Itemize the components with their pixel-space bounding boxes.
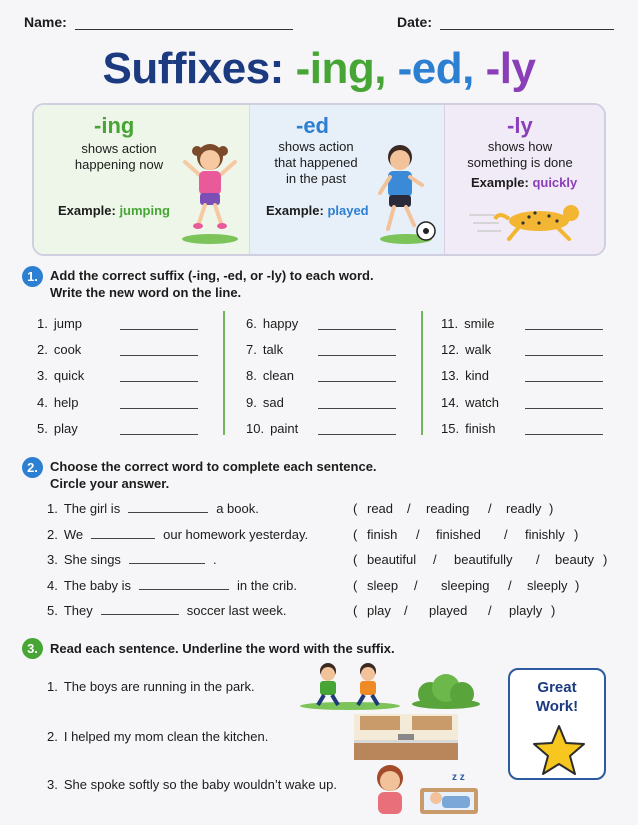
sentence <box>47 552 217 567</box>
word-text: quick <box>53 368 85 383</box>
paren-open: ( <box>353 527 358 542</box>
underline-sentence[interactable] <box>47 679 255 694</box>
great-work-line2: Work! <box>535 698 579 715</box>
paren-close: ) <box>574 527 579 542</box>
ed-desc-line1: shows action <box>278 139 354 154</box>
answer-blank[interactable] <box>318 344 396 356</box>
word-item <box>246 316 436 334</box>
ing-desc-line2: happening now <box>74 157 164 172</box>
word-number: 2. <box>37 342 48 357</box>
title-ing: -ing, <box>295 44 386 93</box>
sentence-number: 4. <box>47 578 58 593</box>
ly-desc-line1: shows how <box>487 139 553 154</box>
answer-blank[interactable] <box>525 423 603 435</box>
option-separator: / <box>407 501 411 516</box>
suffix-panel <box>32 103 606 256</box>
sentence-after: our homework yesterday. <box>163 527 309 542</box>
option-separator: / <box>536 552 540 567</box>
word-text: play <box>53 421 78 436</box>
ly-desc-line2: something is done <box>467 155 573 170</box>
name-label: Name: <box>24 14 67 30</box>
word-item <box>441 342 631 360</box>
sentence-number: 2. <box>47 527 58 542</box>
answer-blank[interactable] <box>120 318 198 330</box>
section1-line2: Write the new word on the line. <box>50 285 242 300</box>
sentence-blank[interactable] <box>101 603 179 615</box>
word-item <box>441 368 631 386</box>
title-main: Suffixes: <box>102 44 284 93</box>
word-item <box>37 395 227 413</box>
date-line[interactable] <box>440 16 614 30</box>
great-work-text <box>510 678 604 716</box>
word-number: 1. <box>37 316 48 331</box>
name-line[interactable] <box>75 16 293 30</box>
word-item <box>246 395 436 413</box>
answer-blank[interactable] <box>318 318 396 330</box>
sentence-number: 1. <box>47 679 58 694</box>
word-item <box>37 342 227 360</box>
sentence-before: The girl is <box>63 501 121 516</box>
answer-blank[interactable] <box>525 318 603 330</box>
ly-example-label: Example: <box>471 175 529 190</box>
word-text: walk <box>465 342 492 357</box>
word-item <box>441 395 631 413</box>
underline-sentence[interactable] <box>47 777 337 792</box>
option-word[interactable]: beautifully <box>454 552 513 567</box>
running-cheetah-illustration <box>469 197 589 247</box>
word-text: help <box>53 395 79 410</box>
paren-open: ( <box>353 501 358 516</box>
answer-blank[interactable] <box>525 370 603 382</box>
ing-example-word: jumping <box>119 203 170 218</box>
option-word[interactable]: beauty <box>555 552 595 567</box>
sentence-after: . <box>212 552 217 567</box>
ed-suffix: -ed <box>296 113 329 138</box>
sentence <box>47 603 286 618</box>
sentence-after: soccer last week. <box>186 603 287 618</box>
word-text: talk <box>262 342 284 357</box>
soccer-boy-illustration <box>376 137 440 245</box>
paren-close: ) <box>575 578 580 593</box>
ly-description <box>465 139 575 171</box>
answer-blank[interactable] <box>525 344 603 356</box>
answer-blank[interactable] <box>318 370 396 382</box>
word-text: cook <box>53 342 82 357</box>
paren-open: ( <box>353 552 358 567</box>
answer-blank[interactable] <box>318 423 396 435</box>
page-title <box>0 44 638 94</box>
section1-instructions <box>50 267 374 301</box>
option-word[interactable]: reading <box>426 501 470 516</box>
name-field <box>24 14 293 30</box>
ly-example <box>471 175 577 190</box>
word-text: watch <box>465 395 500 410</box>
option-separator: / <box>404 603 408 618</box>
star-icon <box>532 724 586 776</box>
word-item <box>246 342 436 360</box>
word-text: paint <box>270 421 299 436</box>
option-word[interactable]: read <box>367 501 394 516</box>
option-word[interactable]: playly <box>509 603 543 618</box>
option-separator: / <box>508 578 512 593</box>
sentence-number: 5. <box>47 603 58 618</box>
word-number: 11. <box>441 316 459 331</box>
word-number: 15. <box>441 421 460 436</box>
word-text: sad <box>262 395 284 410</box>
option-word[interactable]: finished <box>436 527 481 542</box>
ing-example-label: Example: <box>58 203 116 218</box>
option-word[interactable]: beautiful <box>367 552 417 567</box>
great-work-badge <box>508 668 606 780</box>
jumping-girl-illustration <box>177 137 243 245</box>
ed-example-label: Example: <box>266 203 324 218</box>
ed-desc-line2: that happened <box>274 155 358 170</box>
sentence-blank[interactable] <box>128 501 208 513</box>
sentence <box>47 527 308 542</box>
option-separator: / <box>488 603 492 618</box>
sentence-before: We <box>63 527 84 542</box>
sentence-blank[interactable] <box>91 527 155 539</box>
option-word[interactable]: finishly <box>525 527 565 542</box>
word-item <box>37 368 227 386</box>
sentence-before: They <box>63 603 93 618</box>
title-ed: -ed, <box>397 44 474 93</box>
sentence-after: a book. <box>216 501 259 516</box>
paren-close: ) <box>551 603 556 618</box>
word-item <box>441 316 631 334</box>
kitchen-illustration <box>354 714 458 760</box>
date-label: Date: <box>397 14 433 30</box>
sentence <box>47 501 259 516</box>
option-separator: / <box>416 527 420 542</box>
mom-baby-sleeping-illustration <box>372 764 482 816</box>
word-number: 12. <box>441 342 460 357</box>
section3-number: 3. <box>22 638 43 659</box>
great-work-line1: Great <box>537 679 577 696</box>
word-text: jump <box>53 316 83 331</box>
word-text: smile <box>464 316 495 331</box>
boys-running-park-illustration <box>298 662 480 710</box>
ly-column <box>444 105 604 254</box>
word-text: happy <box>262 316 299 331</box>
section2-instructions <box>50 458 377 492</box>
sentence-blank[interactable] <box>139 578 229 590</box>
option-separator: / <box>414 578 418 593</box>
answer-blank[interactable] <box>120 423 198 435</box>
word-number: 14. <box>441 395 460 410</box>
sentence-text[interactable]: She spoke softly so the baby wouldn’t wake up. <box>63 777 338 792</box>
section2-line1: Choose the correct word to complete each sentence. <box>50 459 377 474</box>
sentence-number: 2. <box>47 729 58 744</box>
section1-line1: Add the correct suffix (-ing, -ed, or -ly) to each word. <box>50 268 374 283</box>
sentence-before: She sings <box>63 552 121 567</box>
paren-open: ( <box>353 578 358 593</box>
option-word[interactable]: readly <box>506 501 542 516</box>
ly-example-word: quickly <box>532 175 578 190</box>
sentence-number: 1. <box>47 501 58 516</box>
option-word[interactable]: play <box>367 603 391 618</box>
sentence-before: The baby is <box>63 578 132 593</box>
word-item <box>441 421 631 439</box>
word-text: clean <box>262 368 294 383</box>
ed-description <box>266 139 366 187</box>
answer-blank[interactable] <box>120 397 198 409</box>
word-number: 10. <box>246 421 265 436</box>
sentence-blank[interactable] <box>129 552 205 564</box>
word-item <box>37 421 227 439</box>
section3-instructions: Read each sentence. Underline the word with the suffix. <box>50 641 395 656</box>
word-text: finish <box>465 421 496 436</box>
word-number: 5. <box>37 421 48 436</box>
option-word[interactable]: played <box>429 603 468 618</box>
option-separator: / <box>433 552 437 567</box>
answer-blank[interactable] <box>525 397 603 409</box>
answer-blank[interactable] <box>120 370 198 382</box>
paren-close: ) <box>549 501 554 516</box>
ed-example-word: played <box>327 203 369 218</box>
sentence <box>47 578 297 593</box>
svg-text:z z: z z <box>452 772 465 783</box>
option-separator: / <box>488 501 492 516</box>
ing-suffix: -ing <box>94 113 135 138</box>
section2-number: 2. <box>22 457 43 478</box>
column-divider <box>223 311 225 435</box>
word-item <box>37 316 227 334</box>
paren-open: ( <box>353 603 358 618</box>
sentence-text[interactable]: I helped my mom clean the kitchen. <box>63 729 269 744</box>
sentence-number: 3. <box>47 552 58 567</box>
paren-close: ) <box>603 552 608 567</box>
word-number: 7. <box>246 342 257 357</box>
sentence-number: 3. <box>47 777 58 792</box>
sentence-text[interactable]: The boys are running in the park. <box>63 679 255 694</box>
section1-number: 1. <box>22 266 43 287</box>
section2-line2: Circle your answer. <box>50 476 170 491</box>
word-number: 4. <box>37 395 48 410</box>
ing-example <box>58 203 170 218</box>
word-item <box>246 421 436 439</box>
option-word[interactable]: finish <box>367 527 398 542</box>
answer-blank[interactable] <box>120 344 198 356</box>
option-word[interactable]: sleep <box>367 578 399 593</box>
title-ly: -ly <box>485 44 536 93</box>
word-number: 9. <box>246 395 257 410</box>
ing-column <box>34 105 249 254</box>
word-text: kind <box>465 368 489 383</box>
word-number: 13. <box>441 368 460 383</box>
option-word[interactable]: sleeply <box>527 578 568 593</box>
word-number: 3. <box>37 368 48 383</box>
option-separator: / <box>504 527 508 542</box>
sentence-after: in the crib. <box>237 578 298 593</box>
option-word[interactable]: sleeping <box>441 578 490 593</box>
ing-description <box>64 141 174 173</box>
ed-column <box>249 105 444 254</box>
word-number: 8. <box>246 368 257 383</box>
answer-blank[interactable] <box>318 397 396 409</box>
word-item <box>246 368 436 386</box>
ing-desc-line1: shows action <box>81 141 157 156</box>
word-number: 6. <box>246 316 257 331</box>
ly-suffix: -ly <box>507 113 533 138</box>
underline-sentence[interactable] <box>47 729 268 744</box>
date-field <box>397 14 614 30</box>
ed-example <box>266 203 369 218</box>
column-divider <box>421 311 423 435</box>
ed-desc-line3: in the past <box>286 171 346 186</box>
